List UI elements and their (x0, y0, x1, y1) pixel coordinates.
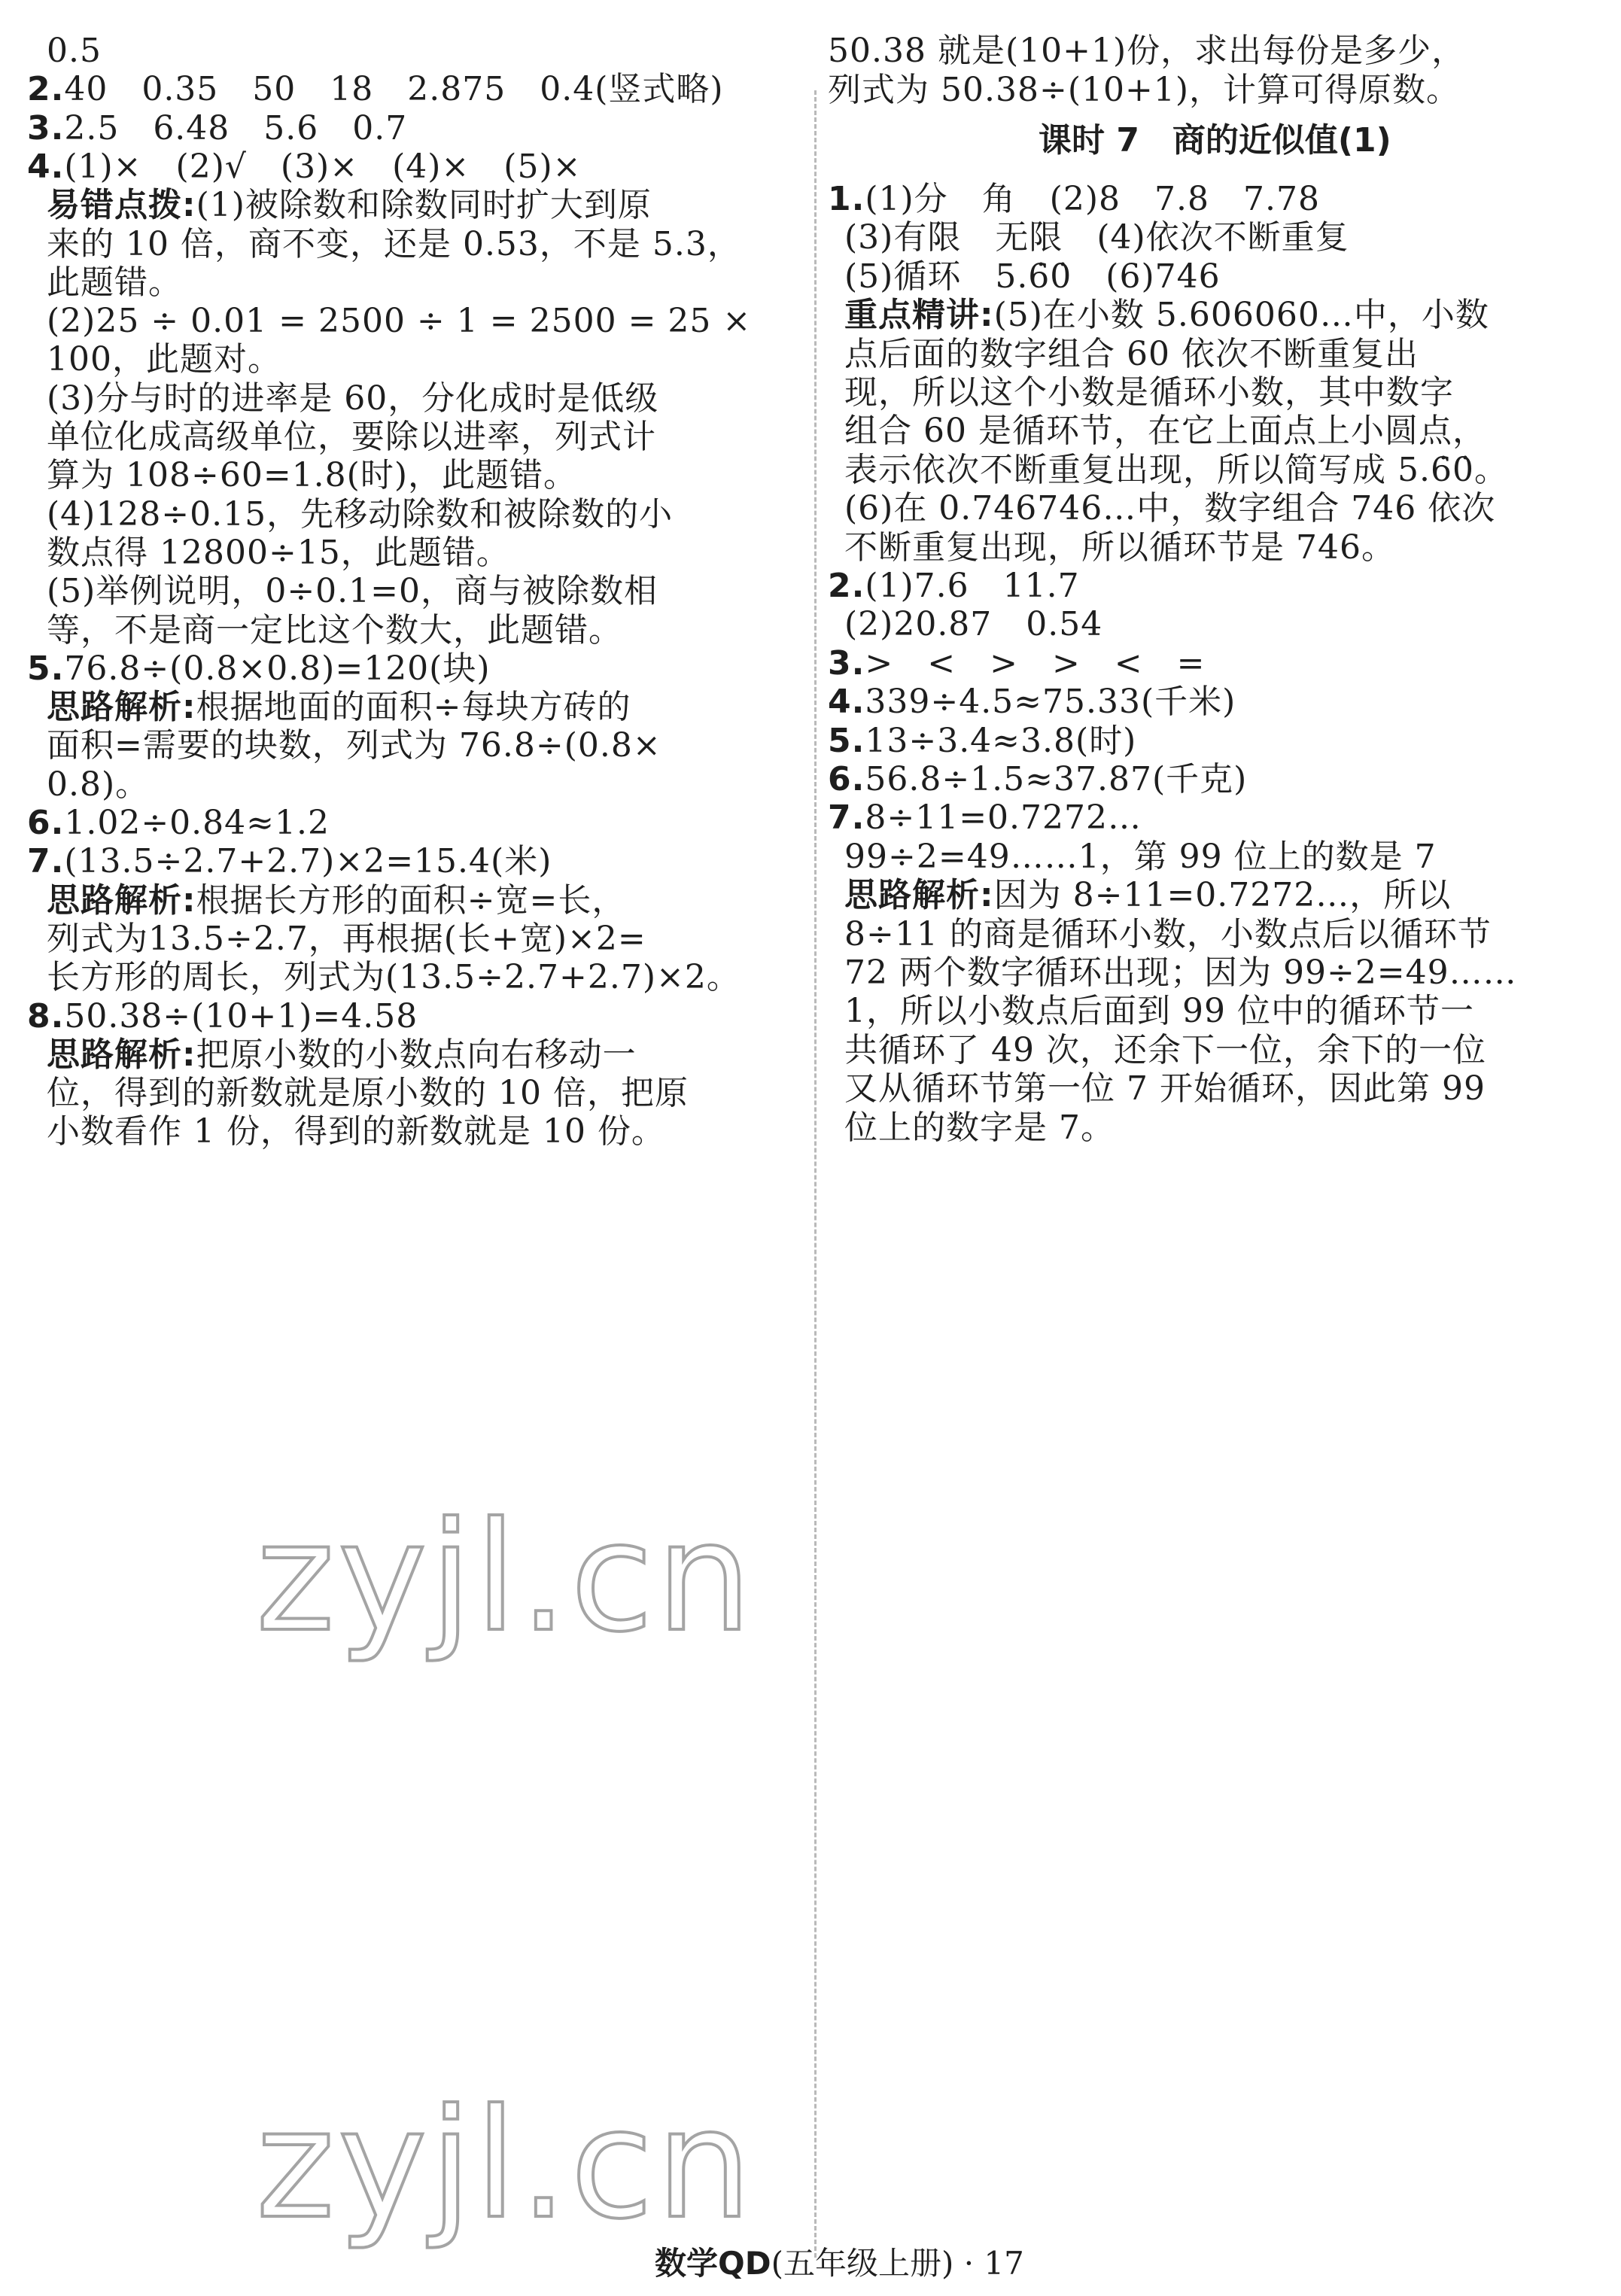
line-text: 根据长方形的面积÷宽=长， (196, 880, 626, 920)
question-number: 5. (828, 721, 865, 760)
line-text: 来的 10 倍，商不变，还是 0.53，不是 5.3， (47, 224, 741, 263)
line-text: 50.38 就是(10+1)份，求出每份是多少， (828, 32, 1466, 70)
question-number: 1. (828, 180, 865, 218)
line-text: 76.8÷(0.8×0.8)=120(块) (64, 649, 491, 688)
line-text: 单位化成高级单位，要除以进率，列式计 (47, 418, 656, 456)
line-text: 8÷11 的商是循环小数，小数点后以循环节 (844, 914, 1492, 953)
answer-line (828, 29, 1465, 74)
question-number: 4. (828, 683, 865, 722)
page-number: · 17 (963, 2245, 1024, 2282)
explanation-label: 思路解析: (47, 688, 196, 727)
line-text: 表示依次不断重复出现，所以简写成 5.6̇0̇。 (844, 450, 1508, 489)
line-text: 此题错。 (47, 263, 182, 302)
line-text: (1)× (2)√ (3)× (4)× (5)× (64, 147, 582, 186)
line-text: 列式为 50.38÷(10+1)，计算可得原数。 (828, 71, 1460, 109)
question-number: 3. (27, 108, 65, 147)
line-text: 组合 60 是循环节，在它上面点上小圆点， (844, 412, 1486, 451)
line-text: 1，所以小数点后面到 99 位中的循环节一 (844, 992, 1474, 1031)
line-text: 根据地面的面积÷每块方砖的 (196, 688, 631, 727)
line-text: (13.5÷2.7+2.7)×2=15.4(米) (64, 842, 552, 881)
question-number: 2. (27, 70, 65, 109)
question-number: 3. (828, 643, 865, 683)
question-number: 5. (27, 649, 65, 688)
line-text: 0.5 (47, 32, 102, 70)
line-text: 长方形的周长，列式为(13.5÷2.7+2.7)×2。 (47, 958, 741, 997)
explanation-label: 重点精讲: (844, 296, 994, 335)
question-number: 6. (828, 760, 865, 798)
explanation-label: 思路解析: (47, 880, 196, 920)
line-text: 因为 8÷11=0.7272…，所以 (993, 876, 1452, 915)
question-number: 7. (27, 842, 65, 881)
line-text: 2.5 6.48 5.6 0.7 (64, 108, 408, 147)
line-text: 把原小数的小数点向右移动一 (196, 1035, 637, 1074)
line-text: (1)被除数和除数同时扩大到原 (196, 186, 652, 225)
line-text: (3)分与时的进率是 60，分化成时是低级 (47, 379, 659, 418)
line-text: (5)在小数 5.606060…中，小数 (993, 296, 1489, 335)
line-text: 72 两个数字循环出现；因为 99÷2=49…… (844, 953, 1517, 992)
line-text: 0.8)。 (47, 765, 150, 804)
line-text: 列式为13.5÷2.7，再根据(长+宽)×2= (47, 919, 646, 958)
question-number: 8. (27, 996, 65, 1035)
question-number: 6. (27, 804, 65, 842)
answer-line (844, 1105, 1115, 1151)
line-text: 不断重复出现，所以循环节是 746。 (844, 528, 1395, 567)
line-text: 位，得到的新数就是原小数的 10 倍，把原 (47, 1074, 689, 1113)
question-number: 2. (828, 567, 865, 605)
line-text: (5)循环 5.6̇0̇ (6)746 (844, 257, 1221, 296)
explanation-label: 易错点拨: (47, 186, 196, 225)
answer-line (828, 68, 1460, 113)
line-text: 数点得 12800÷15，此题错。 (47, 533, 510, 572)
section-title: 课时 7 商的近似值(1) (1039, 121, 1391, 160)
line-text: 339÷4.5≈75.33(千米) (865, 683, 1236, 722)
line-text: 小数看作 1 份，得到的新数就是 10 份。 (47, 1112, 665, 1151)
line-text: (3)有限 无限 (4)依次不断重复 (844, 218, 1349, 257)
answer-line (47, 1109, 665, 1154)
explanation-label: 思路解析: (844, 876, 994, 915)
line-text: > < > > < = (865, 643, 1206, 683)
line-text: 等，不是商一定比这个数大，此题错。 (47, 610, 622, 649)
explanation-label: 思路解析: (47, 1035, 196, 1074)
line-text: 100，此题对。 (47, 340, 281, 379)
watermark-logo: zyjl.cn (256, 2077, 755, 2252)
line-text: 99÷2=49……1，第 99 位上的数是 7 (844, 837, 1437, 876)
line-text: (4)128÷0.15，先移动除数和被除数的小 (47, 494, 674, 534)
column-divider (814, 90, 817, 2258)
line-text: 共循环了 49 次，还余下一位，余下的一位 (844, 1030, 1486, 1069)
line-text: 50.38÷(10+1)=4.58 (64, 996, 418, 1035)
line-text: (1)分 角 (2)8 7.8 7.78 (865, 180, 1320, 218)
line-text: 现，所以这个小数是循环小数，其中数字 (844, 373, 1454, 412)
footer-grade: (五年级上册) (771, 2245, 954, 2282)
line-text: (6)在 0.746746…中，数字组合 746 依次 (844, 489, 1496, 528)
line-text: 13÷3.4≈3.8(时) (865, 721, 1137, 760)
page-footer (655, 2243, 1024, 2285)
line-text: 面积=需要的块数，列式为 76.8÷(0.8× (47, 726, 661, 765)
line-text: 点后面的数字组合 60 依次不断重复出 (844, 334, 1419, 373)
line-text: (2)25 ÷ 0.01 = 2500 ÷ 1 = 2500 = 25 × (47, 302, 752, 341)
line-text: 位上的数字是 7。 (844, 1108, 1115, 1147)
line-text: 8÷11=0.7272… (865, 798, 1142, 838)
question-number: 4. (27, 147, 65, 186)
line-text: 1.02÷0.84≈1.2 (64, 804, 330, 842)
line-text: 算为 108÷60=1.8(时)，此题错。 (47, 456, 577, 495)
line-text: (5)举例说明，0÷0.1=0，商与被除数相 (47, 572, 658, 611)
watermark-logo: zyjl.cn (256, 1490, 755, 1665)
line-text: (2)20.87 0.54 (844, 605, 1103, 644)
question-number: 7. (828, 798, 865, 838)
line-text: 56.8÷1.5≈37.87(千克) (865, 760, 1248, 798)
line-text: 又从循环节第一位 7 开始循环，因此第 99 (844, 1069, 1486, 1108)
line-text: (1)7.6 11.7 (865, 567, 1080, 605)
footer-brand: 数学QD (655, 2245, 771, 2282)
line-text: 40 0.35 50 18 2.875 0.4(竖式略) (64, 70, 724, 109)
